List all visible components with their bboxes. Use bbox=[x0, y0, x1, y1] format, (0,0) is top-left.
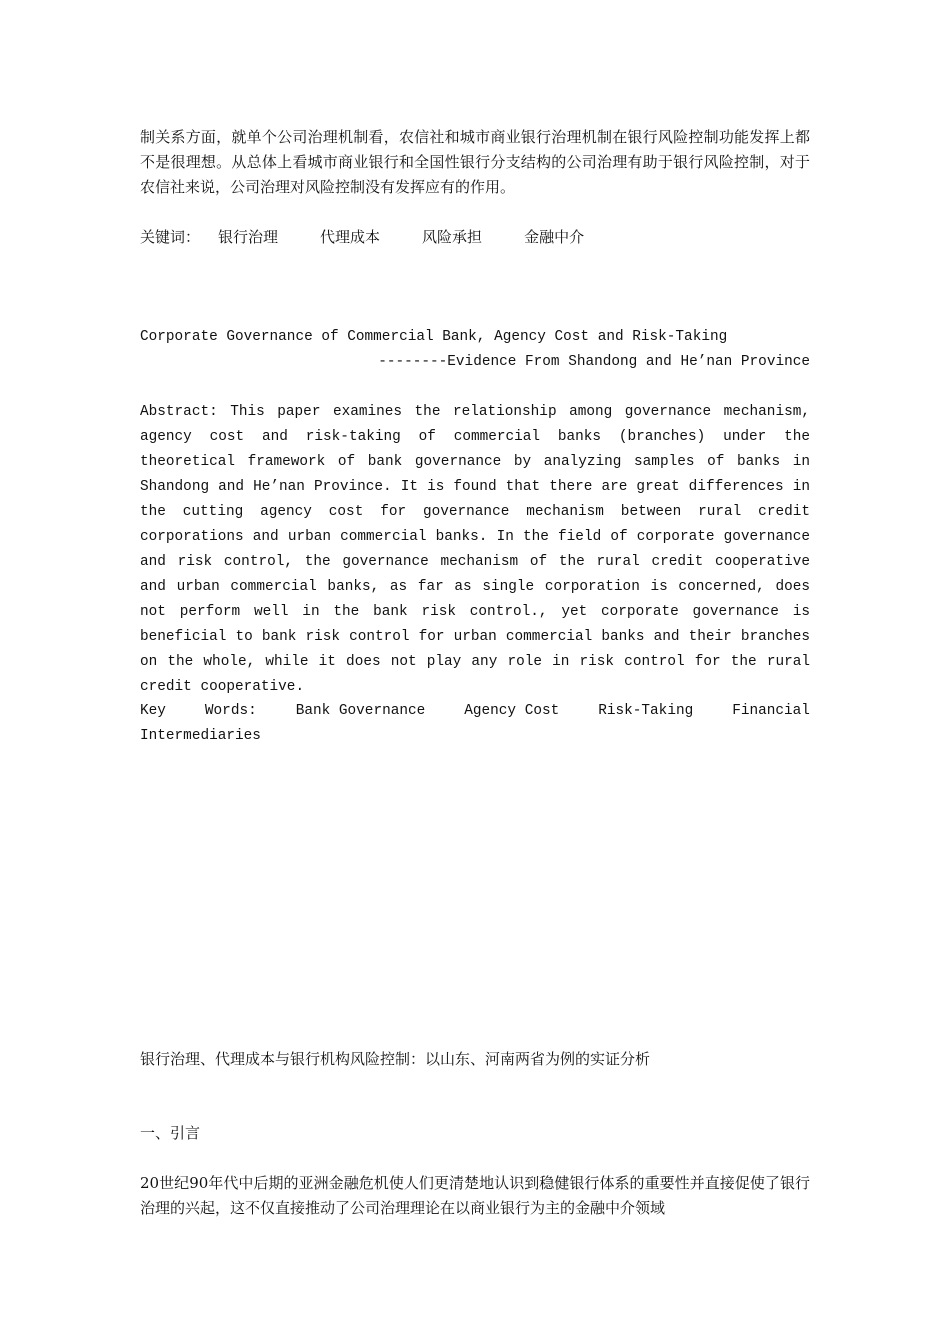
english-keyword: Agency Cost bbox=[464, 703, 560, 719]
english-keywords bbox=[140, 699, 810, 749]
chinese-keyword: 银行治理 bbox=[218, 228, 279, 246]
english-keyword: Bank Governance bbox=[295, 703, 426, 719]
chinese-keyword: 风险承担 bbox=[422, 228, 483, 246]
chinese-title: 银行治理、代理成本与银行机构风险控制：以山东、河南两省为例的实证分析 bbox=[140, 1050, 651, 1068]
english-keyword: Financial bbox=[732, 703, 810, 719]
english-keywords-label: Key bbox=[140, 703, 166, 719]
chinese-keyword: 代理成本 bbox=[320, 228, 381, 246]
chinese-keywords-label: 关键词： bbox=[140, 228, 201, 246]
section-heading: 一、引言 bbox=[140, 1124, 201, 1142]
english-subtitle: --------Evidence From Shandong and He’nan Province bbox=[378, 354, 810, 370]
english-title: Corporate Governance of Commercial Bank, Agency Cost and Risk-Taking bbox=[140, 329, 728, 345]
english-keyword-wrap: Intermediaries bbox=[140, 728, 261, 744]
english-abstract: Abstract: This paper examines the relationship among governance mechanism, agency cost and risk-taking of commercial banks (branches) under the theoretical framework of bank governance by analyzing samples of banks in Shandong and He’nan Province. It is found that there are great differences in the cutting agency cost for governance mechanism between rural credit corporations and urban commercial banks. In the field of corporate governance and risk control, the governance mechanism of the rural credit cooperative and urban commercial banks, as far as single corporation is concerned, does not perform well in the bank risk control., yet corporate governance is beneficial to bank risk control for urban commercial banks and their branches on the whole, while it does not play any role in risk control for the rural credit cooperative. bbox=[140, 404, 810, 695]
english-keyword: Risk-Taking bbox=[598, 703, 694, 719]
chinese-keywords bbox=[140, 225, 810, 250]
chinese-keyword: 金融中介 bbox=[524, 228, 585, 246]
english-keywords-label: Words: bbox=[204, 703, 257, 719]
chinese-abstract-tail: 制关系方面，就单个公司治理机制看，农信社和城市商业银行治理机制在银行风险控制功能发挥上都不是很理想。从总体上看城市商业银行和全国性银行分支结构的公司治理有助于银行风险控制，对于农信社来说，公司治理对风险控制没有发挥应有的作用。 bbox=[140, 128, 810, 196]
intro-paragraph: 20世纪90年代中后期的亚洲金融危机使人们更清楚地认识到稳健银行体系的重要性并直接促使了银行治理的兴起，这不仅直接推动了公司治理理论在以商业银行为主的金融中介领域 bbox=[140, 1174, 810, 1217]
